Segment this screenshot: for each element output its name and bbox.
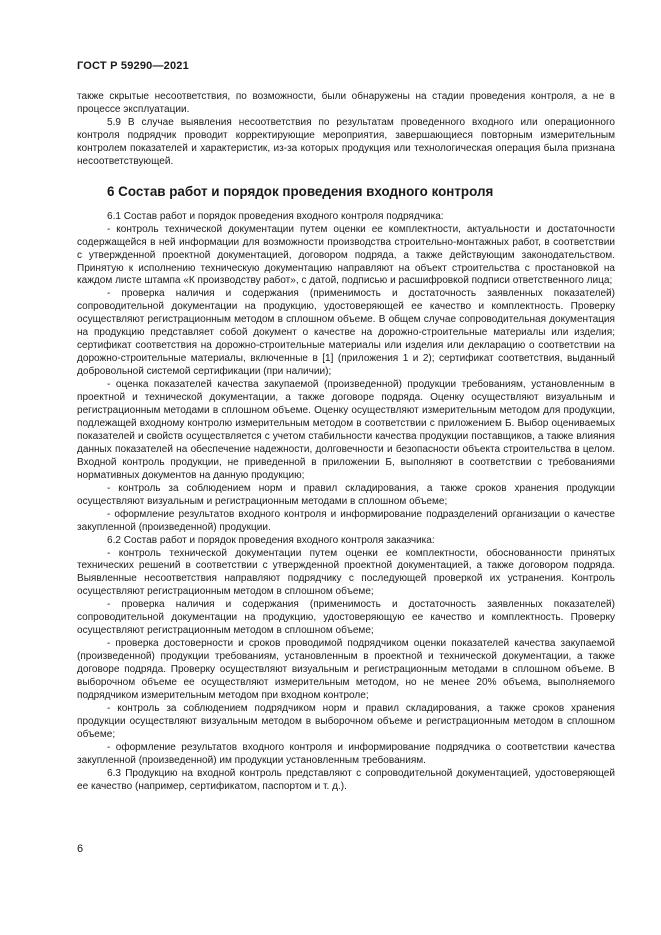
paragraph-continuation: также скрытые несоответствия, по возможности, были обнаружены на стадии проведения контроля, а не в процессе эксплуатации.: [77, 91, 615, 115]
list-item: - проверка достоверности и сроков проводимой подрядчиком оценки показателей качества закупаемой (произведенной) продукции требованиям, установленным в проектной и технической документации, а также договоре подряда. Проверку осуществляют визуальным и регистрационным методами в сплошном объеме. В выборочном объеме ее осуществляют измерительным методом, но не менее 20% объема, выполняемого подрядчиком измерительным методом при входном контроле;: [77, 638, 615, 701]
list-item: - контроль за соблюдением норм и правил складирования, а также сроков хранения продукции осуществляют визуальным и регистрационным методами в сплошном объеме;: [77, 482, 615, 507]
list-item: - проверка наличия и содержания (применимость и достаточность заявленных показателей) сопроводительной документации на продукцию, удостоверяющей ее качество и комплектность. Проверку осуществляют регистрационным методом в сплошном объеме. В общем случае сопроводительная документация на продукцию представляет собой документ о качестве на дорожно-строительные материалы или изделия; сертификат соответствия на дорожно-строительные материалы или изделия или декларацию о соответствии на дорожно-строительные материалы, включенные в [1] (приложения 1 и 2); сертификат соответствия, выданный добровольной системой сертификации (при наличии);: [77, 288, 615, 378]
paragraph-6-2: 6.2 Состав работ и порядок проведения входного контроля заказчика:: [107, 534, 435, 546]
list-item: - контроль за соблюдением подрядчиком норм и правил складирования, а также сроков хранения продукции осуществляют визуальным методом в выборочном объеме и регистрационным методом в сплошном объеме;: [77, 702, 615, 740]
standard-code-header: ГОСТ Р 59290—2021: [77, 60, 189, 72]
list-item: - контроль технической документации путем оценки ее комплектности, актуальности и достаточности содержащейся в ней информации для возможности производства строительно-монтажных работ, в соответствии с утвержденной проектной документацией, договором подряда, а также действующим законодательством. Принятую к исполнению техническую документацию направляют на объект строительства с простановкой на каждом листе штампа «К производству работ», с датой, подписью и расшифровкой подписи ответственного лица;: [77, 223, 615, 287]
list-item: - оформление результатов входного контроля и информирование подразделений организации о качестве закупленной (произведенной) продукции.: [77, 508, 615, 533]
document-body: [77, 91, 615, 794]
list-item: - оформление результатов входного контроля и информирование подрядчика о соответствии качества закупленной (произведенной) им продукции установленным требованиям.: [77, 741, 615, 766]
paragraph-6-1: 6.1 Состав работ и порядок проведения входного контроля подрядчика:: [107, 210, 444, 222]
page-number: 6: [77, 843, 84, 855]
list-item: - контроль технической документации путем оценки ее комплектности, обоснованности принятых технических решений в соответствии с утвержденной проектной документацией, а также договором подряда. Выявленные несоответствия направляют подрядчику с последующей проверкой их устранения. Контроль осуществляют регистрационным методом в сплошном объеме;: [77, 547, 615, 598]
list-item: - оценка показателей качества закупаемой (произведенной) продукции требованиям, установленным в проектной и технической документации, а также договоре подряда. Оценку осуществляют визуальным и регистрационным методами в сплошном объеме. Оценку осуществляют измерительным методом для продукции, подлежащей входному контролю измерительным методом в соответствии с приложением Б. Выбор оцениваемых показателей и свойств осуществляется с учетом стабильности качества продукции поставщиков, а также влияния данных показателей на обеспечение надежности, долговечности и безопасности объекта строительства в целом. Входной контроль продукции, не приведенной в приложении Б, выполняют в соответствии с требованиями нормативных документов на данную продукцию;: [77, 379, 615, 481]
paragraph-6-3: 6.3 Продукцию на входной контроль представляют с сопроводительной документацией, удостоверяющей ее качество (например, сертификатом, паспортом и т. д.).: [77, 767, 615, 792]
section-6-title: 6 Состав работ и порядок проведения входного контроля: [107, 183, 494, 199]
list-item: - проверка наличия и содержания (применимость и достаточность заявленных показателей) сопроводительной документации на продукцию, удостоверяющую ее качество и комплектность. Проверку осуществляют регистрационным методом в сплошном объеме;: [77, 599, 615, 637]
paragraph-5-9: 5.9 В случае выявления несоответствия по результатам проведенного входного или операционного контроля подрядчик проводит корректирующие мероприятия, завершающиеся повторным измерительным контролем показателей и характеристик, из-за которых продукция или технологическая операция была признана несоответствующей.: [77, 116, 615, 167]
